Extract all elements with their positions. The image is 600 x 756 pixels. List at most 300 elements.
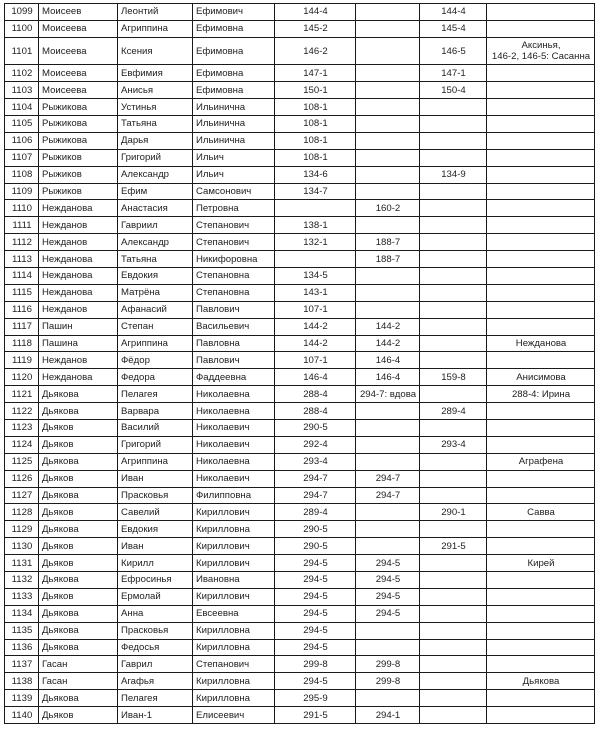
reference-2-cell: 294-7 (356, 470, 420, 487)
surname-cell: Дьякова (39, 521, 118, 538)
first-name-cell: Евфимия (118, 65, 193, 82)
patronymic-cell: Ефимовна (193, 37, 275, 65)
reference-2-cell: 294-5 (356, 588, 420, 605)
reference-2-cell (356, 132, 420, 149)
reference-3-cell (420, 301, 487, 318)
reference-1-cell (275, 251, 356, 268)
reference-2-cell (356, 301, 420, 318)
reference-3-cell (420, 588, 487, 605)
record-number-cell: 1103 (5, 82, 39, 99)
surname-cell: Дьяков (39, 470, 118, 487)
reference-3-cell: 293-4 (420, 436, 487, 453)
note-cell (487, 436, 595, 453)
note-cell (487, 82, 595, 99)
note-cell (487, 99, 595, 116)
record-number-cell: 1109 (5, 183, 39, 200)
table-row (5, 369, 595, 386)
record-number-cell: 1126 (5, 470, 39, 487)
reference-2-cell (356, 690, 420, 707)
note-cell (487, 605, 595, 622)
table-row (5, 622, 595, 639)
reference-1-cell: 291-5 (275, 707, 356, 724)
patronymic-cell: Ефимовна (193, 65, 275, 82)
patronymic-cell: Степанович (193, 656, 275, 673)
record-number-cell: 1100 (5, 20, 39, 37)
first-name-cell: Евдокия (118, 267, 193, 284)
surname-cell: Дьякова (39, 605, 118, 622)
record-number-cell: 1119 (5, 352, 39, 369)
record-number-cell: 1129 (5, 521, 39, 538)
first-name-cell: Татьяна (118, 115, 193, 132)
first-name-cell: Гаврил (118, 656, 193, 673)
first-name-cell: Устинья (118, 99, 193, 116)
note-cell: Аграфена (487, 453, 595, 470)
table-row (5, 419, 595, 436)
patronymic-cell: Филипповна (193, 487, 275, 504)
first-name-cell: Иван (118, 470, 193, 487)
first-name-cell: Григорий (118, 436, 193, 453)
record-number-cell: 1113 (5, 251, 39, 268)
record-number-cell: 1125 (5, 453, 39, 470)
reference-1-cell: 294-5 (275, 673, 356, 690)
reference-1-cell: 150-1 (275, 82, 356, 99)
first-name-cell: Агафья (118, 673, 193, 690)
reference-3-cell (420, 183, 487, 200)
note-cell (487, 251, 595, 268)
record-number-cell: 1136 (5, 639, 39, 656)
note-cell: Нежданова (487, 335, 595, 352)
reference-1-cell: 289-4 (275, 504, 356, 521)
patronymic-cell: Степановна (193, 267, 275, 284)
reference-3-cell: 146-5 (420, 37, 487, 65)
reference-1-cell: 108-1 (275, 132, 356, 149)
reference-3-cell (420, 453, 487, 470)
table-row (5, 318, 595, 335)
table-row (5, 65, 595, 82)
reference-3-cell (420, 251, 487, 268)
reference-1-cell: 134-5 (275, 267, 356, 284)
record-number-cell: 1099 (5, 4, 39, 21)
reference-1-cell: 290-5 (275, 419, 356, 436)
surname-cell: Дьякова (39, 622, 118, 639)
table-row (5, 588, 595, 605)
reference-1-cell: 294-5 (275, 639, 356, 656)
reference-1-cell: 290-5 (275, 521, 356, 538)
surname-cell: Рыжикова (39, 115, 118, 132)
surname-cell: Дьякова (39, 386, 118, 403)
reference-2-cell: 294-7: вдова (356, 386, 420, 403)
table-row (5, 487, 595, 504)
reference-1-cell: 294-5 (275, 572, 356, 589)
record-number-cell: 1114 (5, 267, 39, 284)
surname-cell: Пашина (39, 335, 118, 352)
note-cell (487, 403, 595, 420)
table-row (5, 267, 595, 284)
table-row (5, 82, 595, 99)
record-number-cell: 1106 (5, 132, 39, 149)
table-row (5, 403, 595, 420)
first-name-cell: Григорий (118, 149, 193, 166)
surname-cell: Дьяков (39, 707, 118, 724)
note-cell (487, 183, 595, 200)
table-row (5, 251, 595, 268)
record-number-cell: 1120 (5, 369, 39, 386)
surname-cell: Дьяков (39, 504, 118, 521)
record-number-cell: 1140 (5, 707, 39, 724)
surname-cell: Рыжиков (39, 183, 118, 200)
first-name-cell: Афанасий (118, 301, 193, 318)
first-name-cell: Кирилл (118, 555, 193, 572)
record-number-cell: 1139 (5, 690, 39, 707)
first-name-cell: Александр (118, 234, 193, 251)
record-number-cell: 1102 (5, 65, 39, 82)
patronymic-cell: Кириллович (193, 538, 275, 555)
note-cell: 288-4: Ирина (487, 386, 595, 403)
reference-2-cell (356, 217, 420, 234)
patronymic-cell: Кирилловна (193, 521, 275, 538)
reference-2-cell (356, 403, 420, 420)
note-cell (487, 639, 595, 656)
patronymic-cell: Елисеевич (193, 707, 275, 724)
note-cell (487, 707, 595, 724)
reference-3-cell (420, 335, 487, 352)
first-name-cell: Дарья (118, 132, 193, 149)
reference-3-cell: 150-4 (420, 82, 487, 99)
record-number-cell: 1123 (5, 419, 39, 436)
patronymic-cell: Ефимович (193, 4, 275, 21)
surname-cell: Дьякова (39, 403, 118, 420)
reference-2-cell: 294-5 (356, 605, 420, 622)
surname-cell: Нежданова (39, 369, 118, 386)
patronymic-cell: Кириллович (193, 555, 275, 572)
patronymic-cell: Ефимовна (193, 20, 275, 37)
record-number-cell: 1101 (5, 37, 39, 65)
table-row (5, 673, 595, 690)
table-row (5, 217, 595, 234)
table-row (5, 690, 595, 707)
patronymic-cell: Кирилловна (193, 673, 275, 690)
note-cell: Аксинья, 146-2, 146-5: Сасанна (487, 37, 595, 65)
record-number-cell: 1116 (5, 301, 39, 318)
record-number-cell: 1115 (5, 284, 39, 301)
note-cell (487, 318, 595, 335)
record-number-cell: 1130 (5, 538, 39, 555)
table-row (5, 436, 595, 453)
reference-2-cell (356, 115, 420, 132)
note-cell (487, 200, 595, 217)
note-cell (487, 352, 595, 369)
surname-cell: Нежданова (39, 251, 118, 268)
patronymic-cell: Ефимовна (193, 82, 275, 99)
reference-3-cell (420, 470, 487, 487)
record-number-cell: 1108 (5, 166, 39, 183)
table-row (5, 166, 595, 183)
surname-cell: Дьякова (39, 453, 118, 470)
first-name-cell: Федосья (118, 639, 193, 656)
surname-cell: Нежданов (39, 217, 118, 234)
record-number-cell: 1135 (5, 622, 39, 639)
reference-2-cell: 144-2 (356, 335, 420, 352)
reference-1-cell: 108-1 (275, 115, 356, 132)
surname-cell: Моисеева (39, 20, 118, 37)
records-table-body (5, 4, 595, 724)
table-row (5, 504, 595, 521)
reference-3-cell (420, 99, 487, 116)
first-name-cell: Александр (118, 166, 193, 183)
reference-1-cell: 108-1 (275, 99, 356, 116)
patronymic-cell: Евсеевна (193, 605, 275, 622)
reference-3-cell (420, 690, 487, 707)
reference-2-cell (356, 538, 420, 555)
table-row (5, 37, 595, 65)
reference-2-cell: 294-5 (356, 572, 420, 589)
table-row (5, 301, 595, 318)
table-row (5, 4, 595, 21)
surname-cell: Нежданов (39, 301, 118, 318)
reference-3-cell (420, 656, 487, 673)
reference-2-cell: 294-5 (356, 555, 420, 572)
surname-cell: Дьяков (39, 588, 118, 605)
patronymic-cell: Кирилловна (193, 622, 275, 639)
first-name-cell: Федора (118, 369, 193, 386)
patronymic-cell: Николаевна (193, 453, 275, 470)
table-row (5, 200, 595, 217)
reference-1-cell: 146-4 (275, 369, 356, 386)
reference-1-cell: 144-4 (275, 4, 356, 21)
surname-cell: Моисеева (39, 37, 118, 65)
surname-cell: Рыжиков (39, 166, 118, 183)
patronymic-cell: Николаевна (193, 386, 275, 403)
reference-2-cell (356, 183, 420, 200)
table-row (5, 352, 595, 369)
note-cell (487, 234, 595, 251)
reference-3-cell (420, 639, 487, 656)
record-number-cell: 1131 (5, 555, 39, 572)
record-number-cell: 1127 (5, 487, 39, 504)
reference-3-cell (420, 234, 487, 251)
reference-2-cell: 146-4 (356, 369, 420, 386)
surname-cell: Рыжиков (39, 149, 118, 166)
first-name-cell: Прасковья (118, 487, 193, 504)
reference-2-cell: 294-7 (356, 487, 420, 504)
first-name-cell: Прасковья (118, 622, 193, 639)
reference-1-cell: 107-1 (275, 352, 356, 369)
surname-cell: Дьякова (39, 639, 118, 656)
reference-1-cell: 294-5 (275, 555, 356, 572)
note-cell (487, 166, 595, 183)
reference-1-cell: 108-1 (275, 149, 356, 166)
first-name-cell: Анисья (118, 82, 193, 99)
reference-1-cell: 288-4 (275, 386, 356, 403)
note-cell (487, 470, 595, 487)
table-row (5, 335, 595, 352)
first-name-cell: Ермолай (118, 588, 193, 605)
note-cell (487, 217, 595, 234)
reference-1-cell: 299-8 (275, 656, 356, 673)
first-name-cell: Пелагея (118, 690, 193, 707)
note-cell (487, 690, 595, 707)
record-number-cell: 1107 (5, 149, 39, 166)
note-cell (487, 20, 595, 37)
surname-cell: Дьяков (39, 555, 118, 572)
reference-1-cell: 294-5 (275, 622, 356, 639)
first-name-cell: Агриппина (118, 453, 193, 470)
first-name-cell: Евдокия (118, 521, 193, 538)
table-row (5, 149, 595, 166)
reference-3-cell: 159-8 (420, 369, 487, 386)
table-row (5, 183, 595, 200)
note-cell (487, 521, 595, 538)
record-number-cell: 1117 (5, 318, 39, 335)
patronymic-cell: Николаевич (193, 419, 275, 436)
note-cell (487, 284, 595, 301)
surname-cell: Дьяков (39, 419, 118, 436)
reference-3-cell (420, 149, 487, 166)
reference-1-cell: 144-2 (275, 335, 356, 352)
reference-3-cell (420, 284, 487, 301)
reference-3-cell (420, 115, 487, 132)
reference-3-cell (420, 521, 487, 538)
reference-3-cell (420, 352, 487, 369)
table-row (5, 521, 595, 538)
records-table (4, 3, 595, 724)
table-row (5, 453, 595, 470)
first-name-cell: Ефим (118, 183, 193, 200)
reference-2-cell: 144-2 (356, 318, 420, 335)
first-name-cell: Анна (118, 605, 193, 622)
note-cell (487, 572, 595, 589)
first-name-cell: Иван-1 (118, 707, 193, 724)
reference-1-cell: 295-9 (275, 690, 356, 707)
records-table-container (4, 3, 595, 724)
table-row (5, 707, 595, 724)
reference-3-cell: 144-4 (420, 4, 487, 21)
reference-3-cell (420, 132, 487, 149)
first-name-cell: Варвара (118, 403, 193, 420)
first-name-cell: Ефросинья (118, 572, 193, 589)
surname-cell: Рыжикова (39, 132, 118, 149)
surname-cell: Нежданов (39, 234, 118, 251)
reference-1-cell: 138-1 (275, 217, 356, 234)
surname-cell: Нежданова (39, 284, 118, 301)
reference-1-cell: 294-5 (275, 588, 356, 605)
reference-3-cell (420, 622, 487, 639)
record-number-cell: 1105 (5, 115, 39, 132)
reference-3-cell (420, 419, 487, 436)
reference-1-cell: 143-1 (275, 284, 356, 301)
note-cell (487, 267, 595, 284)
reference-2-cell: 299-8 (356, 673, 420, 690)
table-row (5, 572, 595, 589)
record-number-cell: 1104 (5, 99, 39, 116)
table-row (5, 99, 595, 116)
reference-1-cell: 294-7 (275, 487, 356, 504)
table-row (5, 386, 595, 403)
reference-2-cell (356, 99, 420, 116)
reference-1-cell: 144-2 (275, 318, 356, 335)
record-number-cell: 1121 (5, 386, 39, 403)
record-number-cell: 1138 (5, 673, 39, 690)
reference-1-cell: 292-4 (275, 436, 356, 453)
table-row (5, 470, 595, 487)
patronymic-cell: Никифоровна (193, 251, 275, 268)
record-number-cell: 1124 (5, 436, 39, 453)
reference-2-cell (356, 419, 420, 436)
surname-cell: Дьякова (39, 487, 118, 504)
patronymic-cell: Ильинична (193, 115, 275, 132)
note-cell (487, 588, 595, 605)
first-name-cell: Матрёна (118, 284, 193, 301)
reference-3-cell (420, 605, 487, 622)
note-cell (487, 419, 595, 436)
record-number-cell: 1122 (5, 403, 39, 420)
reference-2-cell (356, 4, 420, 21)
surname-cell: Моисеева (39, 65, 118, 82)
first-name-cell: Агриппина (118, 20, 193, 37)
note-cell: Дьякова (487, 673, 595, 690)
patronymic-cell: Павлович (193, 352, 275, 369)
table-row (5, 538, 595, 555)
patronymic-cell: Ильич (193, 166, 275, 183)
reference-3-cell: 290-1 (420, 504, 487, 521)
table-row (5, 234, 595, 251)
reference-2-cell (356, 453, 420, 470)
reference-3-cell (420, 318, 487, 335)
surname-cell: Дьяков (39, 538, 118, 555)
reference-2-cell (356, 166, 420, 183)
reference-3-cell (420, 386, 487, 403)
surname-cell: Гасан (39, 673, 118, 690)
reference-2-cell (356, 284, 420, 301)
reference-3-cell (420, 487, 487, 504)
surname-cell: Дьякова (39, 690, 118, 707)
note-cell: Кирей (487, 555, 595, 572)
record-number-cell: 1128 (5, 504, 39, 521)
reference-1-cell: 134-7 (275, 183, 356, 200)
first-name-cell: Савелий (118, 504, 193, 521)
note-cell: Савва (487, 504, 595, 521)
note-cell (487, 115, 595, 132)
reference-2-cell (356, 37, 420, 65)
reference-1-cell: 294-5 (275, 605, 356, 622)
reference-1-cell: 290-5 (275, 538, 356, 555)
record-number-cell: 1133 (5, 588, 39, 605)
reference-2-cell: 299-8 (356, 656, 420, 673)
reference-3-cell (420, 267, 487, 284)
reference-1-cell: 107-1 (275, 301, 356, 318)
patronymic-cell: Васильевич (193, 318, 275, 335)
surname-cell: Моисеев (39, 4, 118, 21)
first-name-cell: Агриппина (118, 335, 193, 352)
note-cell (487, 622, 595, 639)
note-cell (487, 487, 595, 504)
reference-2-cell: 294-1 (356, 707, 420, 724)
table-row (5, 132, 595, 149)
note-cell (487, 301, 595, 318)
reference-3-cell (420, 555, 487, 572)
first-name-cell: Анастасия (118, 200, 193, 217)
reference-1-cell: 145-2 (275, 20, 356, 37)
note-cell: Анисимова (487, 369, 595, 386)
patronymic-cell: Фаддеевна (193, 369, 275, 386)
note-cell (487, 132, 595, 149)
reference-3-cell: 147-1 (420, 65, 487, 82)
first-name-cell: Степан (118, 318, 193, 335)
reference-3-cell (420, 673, 487, 690)
patronymic-cell: Николаевич (193, 470, 275, 487)
record-number-cell: 1110 (5, 200, 39, 217)
record-number-cell: 1137 (5, 656, 39, 673)
